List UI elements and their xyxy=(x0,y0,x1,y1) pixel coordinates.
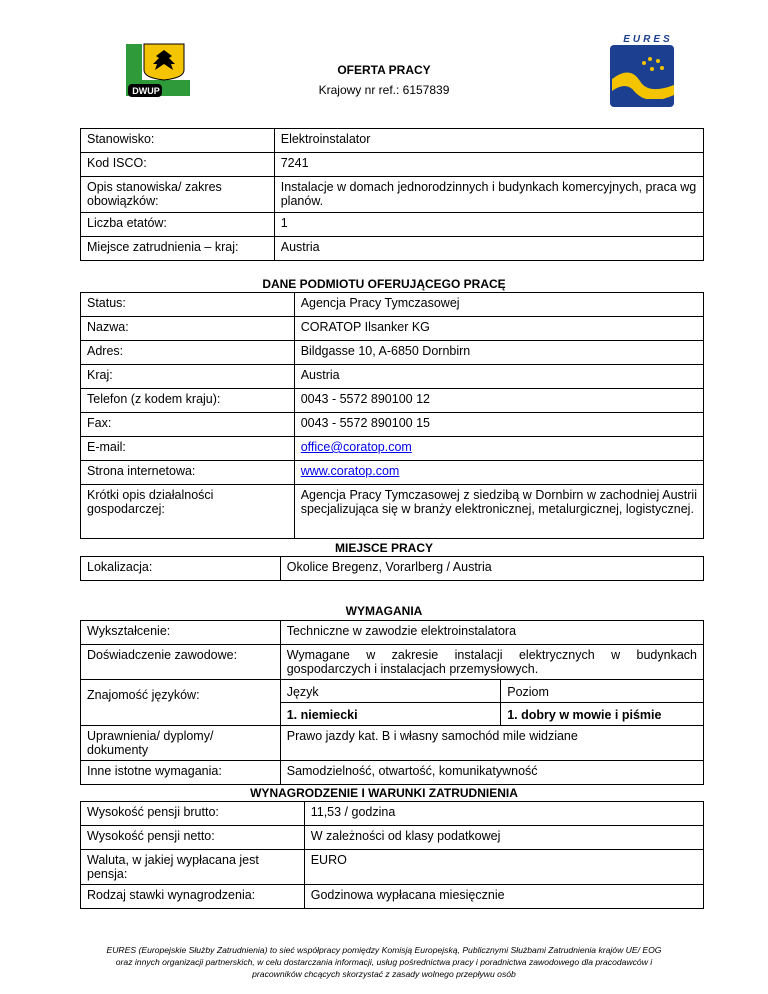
employer-value: 0043 - 5572 890100 15 xyxy=(294,413,703,437)
requirement-label: Inne istotne wymagania: xyxy=(81,761,281,785)
employer-label: Adres: xyxy=(81,341,295,365)
table-row xyxy=(81,557,704,581)
table-row xyxy=(81,389,704,413)
salary-value: EURO xyxy=(304,850,703,885)
employer-label: Krótki opis działalności gospodarczej: xyxy=(81,485,295,539)
table-row xyxy=(81,761,704,785)
employer-value: Austria xyxy=(294,365,703,389)
footer-line: pracowników chcących skorzystać z zasady wolnego przepływu osób xyxy=(252,969,516,979)
job-value: 1 xyxy=(274,213,703,237)
table-row xyxy=(81,317,704,341)
table-row xyxy=(81,365,704,389)
employer-label: Status: xyxy=(81,293,295,317)
table-row xyxy=(81,826,704,850)
salary-label: Rodzaj stawki wynagrodzenia: xyxy=(81,885,305,909)
requirement-value: Samodzielność, otwartość, komunikatywność xyxy=(280,761,703,785)
table-row xyxy=(281,703,703,726)
requirements-table xyxy=(80,620,704,785)
table-row xyxy=(81,621,704,645)
table-row xyxy=(81,293,704,317)
job-value: Instalacje w domach jednorodzinnych i budynkach komercyjnych, praca wg planów. xyxy=(274,177,703,213)
footer-line: EURES (Europejskie Służby Zatrudnienia) to sieć współpracy pomiędzy Komisją Europejską, Publicznymi Służbami Zatrudnienia krajów UE/ EOG xyxy=(106,945,662,955)
place-label: Lokalizacja: xyxy=(81,557,281,581)
languages-label: Znajomość języków: xyxy=(87,688,200,702)
eures-logo xyxy=(604,34,680,113)
table-row xyxy=(81,237,704,261)
table-row xyxy=(81,129,704,153)
salary-label: Waluta, w jakiej wypłacana jest pensja: xyxy=(81,850,305,885)
employer-value: Agencja Pracy Tymczasowej xyxy=(294,293,703,317)
table-row xyxy=(81,485,704,539)
table-row xyxy=(81,885,704,909)
employer-value: Agencja Pracy Tymczasowej z siedzibą w Dornbirn w zachodniej Austrii specjalizująca się w branży elektronicznej, metalurgicznej, logistycznej. xyxy=(294,485,703,539)
table-row xyxy=(81,153,704,177)
employer-section-title: DANE PODMIOTU OFERUJĄCEGO PRACĘ xyxy=(262,277,506,291)
level-header: Poziom xyxy=(501,680,703,703)
table-row xyxy=(81,437,704,461)
table-row xyxy=(81,802,704,826)
languages-table xyxy=(281,680,703,725)
table-row xyxy=(81,680,704,726)
requirement-value: Wymagane w zakresie instalacji elektrycznych w budynkach gospodarczych i instalacjach przemysłowych. xyxy=(280,645,703,680)
job-value: Elektroinstalator xyxy=(274,129,703,153)
table-row xyxy=(81,461,704,485)
employer-value: 0043 - 5572 890100 12 xyxy=(294,389,703,413)
salary-value: Godzinowa wypłacana miesięcznie xyxy=(304,885,703,909)
requirement-label: Uprawnienia/ dyplomy/ dokumenty xyxy=(81,726,281,761)
requirement-label: Wykształcenie: xyxy=(81,621,281,645)
job-label: Kod ISCO: xyxy=(81,153,275,177)
requirement-label xyxy=(81,680,281,726)
requirement-value: Prawo jazdy kat. B i własny samochód mile widziane xyxy=(280,726,703,761)
table-row xyxy=(281,680,703,703)
requirement-label: Doświadczenie zawodowe: xyxy=(81,645,281,680)
language-level: 1. dobry w mowie i piśmie xyxy=(501,703,703,726)
job-label: Stanowisko: xyxy=(81,129,275,153)
employer-table xyxy=(80,292,704,539)
employer-label: Nazwa: xyxy=(81,317,295,341)
job-label: Opis stanowiska/ zakres obowiązków: xyxy=(81,177,275,213)
dwup-logo-text: DWUP xyxy=(132,86,160,96)
place-section-title: MIEJSCE PRACY xyxy=(334,541,434,555)
table-row xyxy=(81,850,704,885)
salary-table xyxy=(80,801,704,909)
table-row xyxy=(81,645,704,680)
salary-value: W zależności od klasy podatkowej xyxy=(304,826,703,850)
salary-label: Wysokość pensji netto: xyxy=(81,826,305,850)
website-link[interactable]: www.coratop.com xyxy=(300,464,400,478)
employer-label: Strona internetowa: xyxy=(81,461,295,485)
employer-label: E-mail: xyxy=(81,437,295,461)
job-value: 7241 xyxy=(274,153,703,177)
salary-label: Wysokość pensji brutto: xyxy=(81,802,305,826)
employer-value: CORATOP Ilsanker KG xyxy=(294,317,703,341)
requirement-value: Techniczne w zawodzie elektroinstalatora xyxy=(280,621,703,645)
employer-label: Fax: xyxy=(81,413,295,437)
employer-label: Telefon (z kodem kraju): xyxy=(81,389,295,413)
job-label: Miejsce zatrudnienia – kraj: xyxy=(81,237,275,261)
table-row xyxy=(81,341,704,365)
table-row xyxy=(81,177,704,213)
page-title: OFERTA PRACY xyxy=(337,63,431,77)
requirements-section-title: WYMAGANIA xyxy=(345,604,423,618)
language-header: Język xyxy=(281,680,501,703)
footer-line: oraz innych organizacji partnerskich, w celu dostarczania informacji, usług pośrednictwa pracy i poradnictwa zawodowego dla pracodawców i xyxy=(115,957,653,967)
place-table xyxy=(80,556,704,581)
employer-label: Kraj: xyxy=(81,365,295,389)
salary-section-title: WYNAGRODZENIE I WARUNKI ZATRUDNIENIA xyxy=(250,786,518,800)
eures-logo-text: EURES xyxy=(623,34,673,45)
salary-value: 11,53 / godzina xyxy=(304,802,703,826)
place-value: Okolice Bregenz, Vorarlberg / Austria xyxy=(280,557,703,581)
job-table xyxy=(80,128,704,261)
job-value: Austria xyxy=(274,237,703,261)
email-link[interactable]: office@coratop.com xyxy=(300,440,412,454)
job-label: Liczba etatów: xyxy=(81,213,275,237)
employer-value: Bildgasse 10, A-6850 Dornbirn xyxy=(294,341,703,365)
language-name: 1. niemiecki xyxy=(281,703,501,726)
table-row xyxy=(81,413,704,437)
reference-number: Krajowy nr ref.: 6157839 xyxy=(318,83,450,97)
footer-note xyxy=(70,944,698,980)
table-row xyxy=(81,213,704,237)
table-row xyxy=(81,726,704,761)
